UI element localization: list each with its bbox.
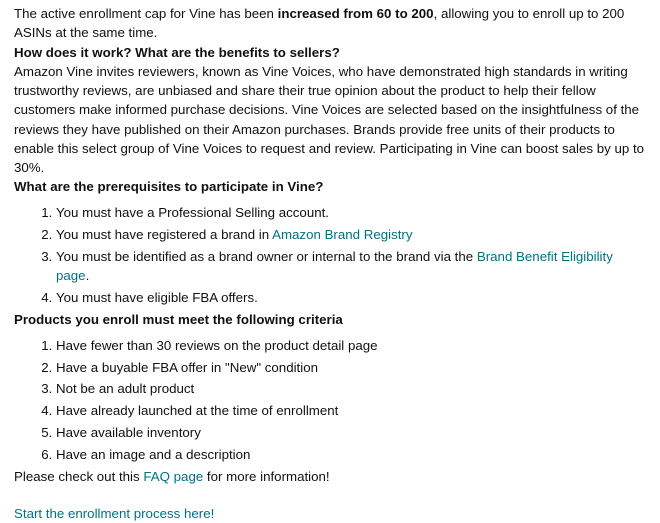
faq-page-link[interactable]: FAQ page [143,469,203,484]
prerequisites-heading: What are the prerequisites to participate in Vine? [14,177,646,196]
list-item: 6. Have an image and a description [56,445,646,467]
enrollment-cta-row [14,505,646,523]
prerequisites-list [14,203,646,311]
intro-text-after-bold: , allowing you to enroll up to 200 ASINs at the same time. [14,6,624,40]
faq-text-before: Please check out this [14,469,143,484]
faq-paragraph [14,467,646,486]
criteria-list [14,336,646,468]
list-item [56,203,646,225]
intro-text-before-bold: The active enrollment cap for Vine has been [14,6,278,21]
list-item [56,225,646,247]
amazon-brand-registry-link[interactable]: Amazon Brand Registry [272,227,412,242]
brand-benefit-eligibility-link[interactable]: Brand Benefit Eligibility page [56,249,613,284]
list-item: 3. Not be an adult product [56,379,646,401]
intro-bold-text: increased from 60 to 200 [278,6,434,21]
criteria-heading: Products you enroll must meet the following criteria [14,310,646,329]
list-item: 2. Have a buyable FBA offer in "New" condition [56,358,646,380]
prerequisite-1-text: You must have a Professional Selling account. [56,205,329,220]
enrollment-cap-paragraph [14,4,646,43]
list-item: 1. Have fewer than 30 reviews on the product detail page [56,336,646,358]
prerequisite-3-text: You must be identified as a brand owner or internal to the brand via the [56,249,477,264]
prerequisite-3-text-after: . [86,268,90,283]
list-item: 4. Have already launched at the time of enrollment [56,401,646,423]
start-enrollment-link[interactable]: Start the enrollment process here! [14,506,214,521]
how-it-works-paragraph: Amazon Vine invites reviewers, known as Vine Voices, who have demonstrated high standards in writing trustworthy reviews, are unbiased and share their true opinion about the product to help their fellow customers make informed purchase decisions. Vine Voices are selected based on the insightfulness of the reviews they have published on their Amazon purchases. Brands provide free units of their products to enable this select group of Vine Voices to request and review. Participating in Vine can boost sales by up to 30%. [14,62,646,178]
prerequisite-4-text: You must have eligible FBA offers. [56,290,258,305]
prerequisite-2-text: You must have registered a brand in [56,227,272,242]
list-item: 5. Have available inventory [56,423,646,445]
list-item [56,288,646,310]
list-item [56,247,646,289]
how-it-works-heading: How does it work? What are the benefits to sellers? [14,43,646,62]
faq-text-after: for more information! [203,469,329,484]
